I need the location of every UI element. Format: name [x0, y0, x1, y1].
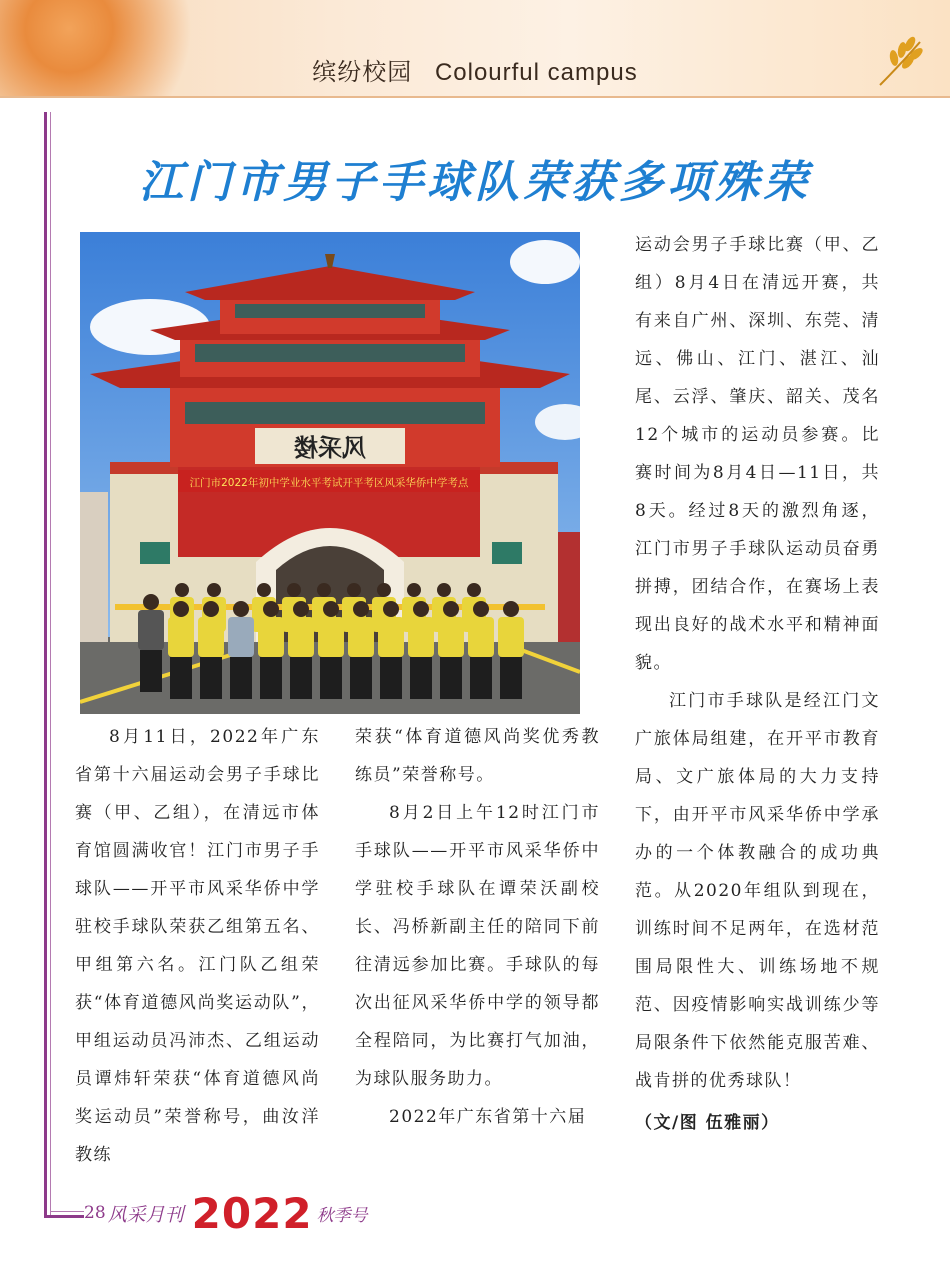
section-title-en: Colourful campus [434, 59, 638, 86]
article-column-2 [355, 718, 600, 1136]
team-photo [80, 232, 580, 714]
article-paragraph: 运动会男子手球比赛（甲、乙组）8月4日在清远开赛，共有来自广州、深圳、东莞、清远、佛山、江门、湛江、汕尾、云浮、肇庆、韶关、茂名12个城市的运动员参赛。比赛时间为8月4日—11日，共8天。经过8天的激烈角逐，江门市男子手球队运动员奋勇拼搏，团结合作，在赛场上表现出良好的战术水平和精神面貌。 [635, 235, 880, 673]
article-column-3 [635, 226, 880, 1142]
article-column-1 [75, 718, 320, 1174]
frame-line [50, 112, 51, 1217]
page-header [0, 0, 950, 98]
issue-season: 秋季号 [316, 1205, 368, 1226]
author-credit: （文/图 伍雅丽） [635, 1113, 780, 1133]
article-paragraph: 8月11日，2022年广东省第十六届运动会男子手球比赛（甲、乙组），在清远市体育馆圆满收官！江门市男子手球队——开平市风采华侨中学驻校手球队荣获乙组第五名、甲组第六名。江门队乙组荣获“体育道德风尚奖运动队”，甲组运动员冯沛杰、乙组运动员谭炜轩荣获“体育道德风尚奖运动员”荣誉称号，曲汝洋教练 [75, 727, 320, 1165]
page-number: 28 [84, 1203, 106, 1223]
section-heading [0, 52, 950, 87]
page-footer [84, 1188, 368, 1238]
article-paragraph: 8月2日上午12时江门市手球队——开平市风采华侨中学驻校手球队在谭荣沃副校长、冯桥新副主任的陪同下前往清远参加比赛。手球队的每次出征风采华侨中学的领导都全程陪同，为比赛打气加油，为球队服务助力。 [355, 803, 600, 1089]
frame-line [44, 112, 47, 1217]
frame-line [44, 1215, 84, 1218]
article-paragraph: 2022年广东省第十六届 [389, 1107, 587, 1127]
article-paragraph: 荣获“体育道德风尚奖优秀教练员”荣誉称号。 [355, 727, 600, 785]
building-banner-text: 江门市2022年初中学业水平考试开平考区风采华侨中学考点 [189, 477, 469, 489]
magazine-name: 风采月刊 [107, 1203, 184, 1226]
article-title: 江门市男子手球队荣获多项殊荣 [139, 157, 811, 208]
frame-line [50, 1211, 84, 1212]
article-paragraph: 江门市手球队是经江门文广旅体局组建，在开平市教育局、文广旅体局的大力支持下，由开平市风采华侨中学承办的一个体教融合的成功典范。从2020年组队到现在，训练时间不足两年，在选材范围局限性大、训练场地不规范、因疫情影响实战训练少等局限条件下依然能克服苦难、战肯拼的优秀球队！ [635, 691, 880, 1091]
issue-year: 2022 [191, 1188, 313, 1238]
building-plaque-text: 风采楼 [294, 433, 366, 462]
section-title-cn: 缤纷校园 [312, 58, 413, 86]
